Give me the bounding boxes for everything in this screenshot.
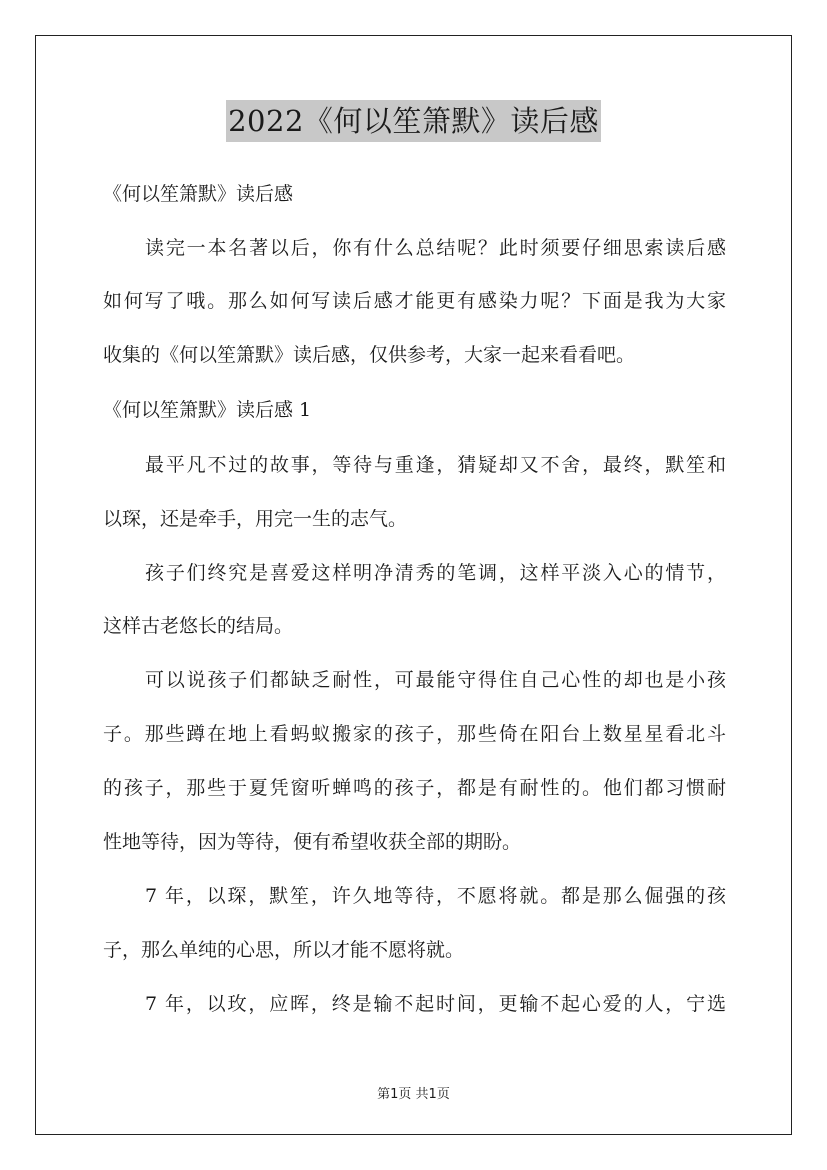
document-title: 2022《何以笙箫默》读后感 xyxy=(226,100,601,142)
paragraph-line: 以琛，还是牵手，用完一生的志气。 xyxy=(103,508,408,530)
paragraph-line: 7 年，以玫，应晖，终是输不起时间，更输不起心爱的人，宁选 xyxy=(145,993,726,1015)
paragraph-line: 最平凡不过的故事，等待与重逢，猜疑却又不舍，最终，默笙和 xyxy=(145,454,726,476)
subtitle-line: 《何以笙箫默》读后感 xyxy=(103,183,294,205)
paragraph-line: 7 年，以琛，默笙，许久地等待，不愿将就。都是那么倔强的孩 xyxy=(145,885,726,907)
paragraph-line: 性地等待，因为等待，便有希望收获全部的期盼。 xyxy=(103,831,522,853)
paragraph-line: 可以说孩子们都缺乏耐性，可最能守得住自己心性的却也是小孩 xyxy=(145,669,726,691)
section-heading: 《何以笙箫默》读后感 1 xyxy=(103,399,312,421)
document-title-block xyxy=(0,100,827,142)
paragraph-line: 读完一本名著以后，你有什么总结呢？此时须要仔细思索读后感 xyxy=(145,237,726,259)
page-footer: 第1页 共1页 xyxy=(377,1087,450,1102)
paragraph-line: 子，那么单纯的心思，所以才能不愿将就。 xyxy=(103,939,465,961)
paragraph-line: 孩子们终究是喜爱这样明净清秀的笔调，这样平淡入心的情节， xyxy=(145,562,726,584)
paragraph-line: 收集的《何以笙箫默》读后感，仅供参考，大家一起来看看吧。 xyxy=(103,344,636,366)
paragraph-line: 这样古老悠长的结局。 xyxy=(103,615,294,637)
paragraph-line: 子。那些蹲在地上看蚂蚁搬家的孩子，那些倚在阳台上数星星看北斗 xyxy=(103,723,726,745)
paragraph-line: 如何写了哦。那么如何写读后感才能更有感染力呢？下面是我为大家 xyxy=(103,290,726,312)
paragraph-line: 的孩子，那些于夏凭窗听蝉鸣的孩子，都是有耐性的。他们都习惯耐 xyxy=(103,777,726,799)
